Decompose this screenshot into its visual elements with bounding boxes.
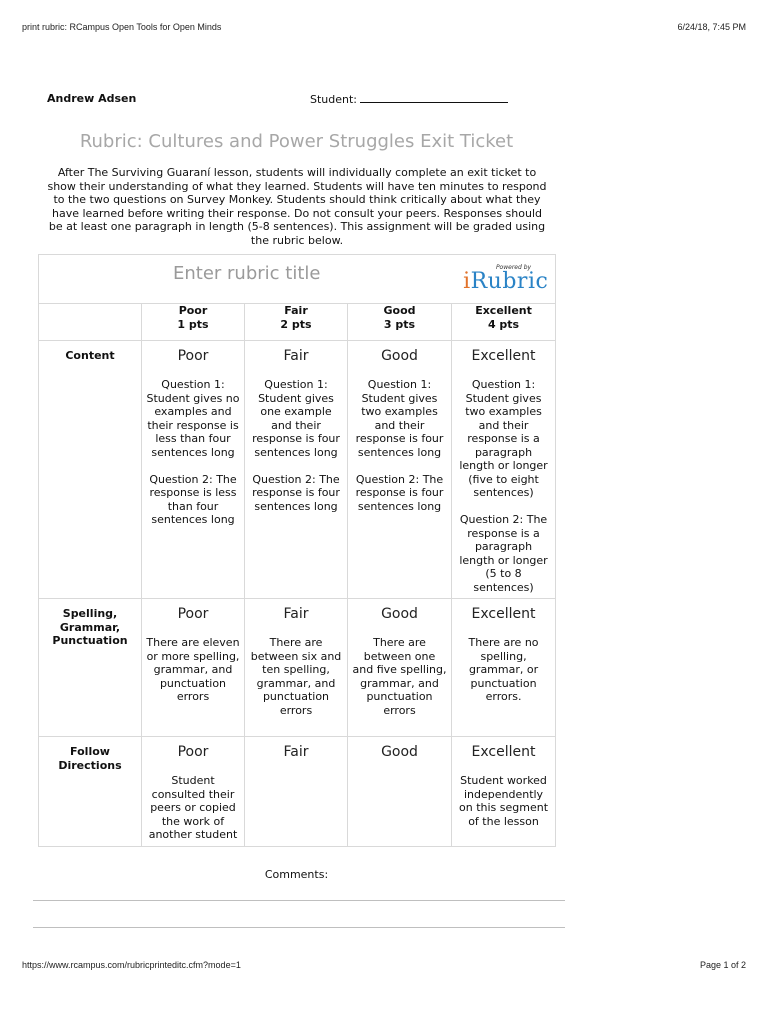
criterion-name: Follow Directions	[39, 737, 142, 847]
cell-description-2: Question 2: The response is four sentences long	[252, 472, 340, 513]
cell-description: There are between six and ten spelling, grammar, and punctuation errors	[250, 636, 342, 717]
cell-description: Student worked independently on this segment of the lesson	[459, 774, 549, 828]
student-blank-line	[360, 92, 508, 103]
author-name: Andrew Adsen	[47, 92, 137, 105]
rubric-cell	[452, 599, 556, 737]
print-page-title: print rubric: RCampus Open Tools for Open Minds	[22, 22, 222, 32]
rubric-title-row	[39, 255, 556, 304]
rubric-title: Enter rubric title	[173, 263, 321, 284]
irubric-i-letter: i	[463, 269, 471, 294]
rubric-cell	[142, 341, 245, 599]
cell-description-2: Question 2: The response is four sentences long	[355, 472, 444, 513]
level-header-row	[39, 304, 556, 341]
comment-line	[33, 900, 565, 901]
powered-by-text: Powered by	[495, 264, 532, 271]
cell-description: There are between one and five spelling, grammar, and punctuation errors	[352, 636, 447, 717]
level-header-excellent	[452, 304, 556, 341]
cell-level-title: Good	[381, 348, 418, 364]
rubric-table	[38, 254, 556, 847]
rubric-cell	[245, 341, 348, 599]
rubric-cell	[142, 599, 245, 737]
comment-line	[33, 927, 565, 928]
print-footer	[22, 960, 746, 970]
comments-label: Comments:	[264, 868, 329, 881]
rubric-title-cell	[39, 255, 556, 304]
irubric-logo	[463, 264, 549, 296]
cell-description: Question 1: Student gives no examples and their response is less than four sentences long	[146, 378, 240, 459]
cell-description: There are eleven or more spelling, grammar, and punctuation errors	[146, 636, 240, 703]
level-name: Fair	[284, 304, 308, 317]
criterion-row-spelling	[39, 599, 556, 737]
level-name: Good	[383, 304, 416, 317]
rubric-heading: Rubric: Cultures and Power Struggles Exit Ticket	[79, 131, 514, 152]
irubric-brand: iRubric	[463, 269, 549, 294]
level-header-good	[348, 304, 452, 341]
rubric-cell	[348, 737, 452, 847]
print-url: https://www.rcampus.com/rubricprinteditc.cfm?mode=1	[22, 960, 241, 970]
rubric-cell	[452, 737, 556, 847]
criterion-row-content	[39, 341, 556, 599]
rubric-cell	[348, 599, 452, 737]
level-pts: 2 pts	[280, 317, 312, 331]
print-datetime: 6/24/18, 7:45 PM	[677, 22, 746, 32]
level-pts: 4 pts	[487, 317, 520, 331]
print-header	[22, 22, 746, 32]
cell-description-2: Question 2: The response is a paragraph length or longer (5 to 8 sentences)	[459, 513, 548, 594]
cell-level-title: Fair	[283, 744, 309, 760]
cell-description-2: Question 2: The response is less than four sentences long	[149, 472, 237, 526]
student-field	[310, 92, 508, 106]
level-name: Poor	[178, 304, 208, 317]
cell-level-title: Excellent	[471, 348, 536, 364]
criterion-name: Spelling, Grammar, Punctuation	[39, 599, 142, 737]
rubric-cell	[452, 341, 556, 599]
cell-level-title: Poor	[177, 744, 209, 760]
criterion-row-directions	[39, 737, 556, 847]
level-header-poor	[142, 304, 245, 341]
level-header-fair	[245, 304, 348, 341]
cell-description: Student consulted their peers or copied the work of another student	[148, 774, 238, 841]
cell-level-title: Excellent	[471, 744, 536, 760]
cell-level-title: Excellent	[471, 606, 536, 622]
cell-description: Question 1: Student gives one example and their response is four sentences long	[252, 378, 340, 459]
level-name: Excellent	[475, 304, 532, 317]
rubric-cell	[245, 599, 348, 737]
level-pts: 3 pts	[383, 317, 416, 331]
student-label: Student:	[310, 93, 358, 106]
rubric-cell	[245, 737, 348, 847]
cell-description: There are no spelling, grammar, or punctuation errors.	[468, 636, 539, 703]
cell-level-title: Good	[381, 606, 418, 622]
rubric-cell	[142, 737, 245, 847]
level-pts: 1 pts	[177, 317, 209, 331]
cell-level-title: Fair	[283, 606, 309, 622]
cell-level-title: Fair	[283, 348, 309, 364]
rubric-description: After The Surviving Guaraní lesson, students will individually complete an exit ticket to show their understanding of what they learned. Students will have ten minutes to respond to the two questions on Survey Monkey. Students should think critically about what they have learned before writing their response. Do not consult your peers. Responses should be at least one paragraph in length (5-8 sentences). This assignment will be graded using the rubric below.	[47, 166, 547, 247]
cell-description: Question 1: Student gives two examples and their response is a paragraph length or longer (five to eight sentences)	[459, 378, 548, 499]
cell-level-title: Good	[381, 744, 418, 760]
cell-level-title: Poor	[177, 606, 209, 622]
cell-level-title: Poor	[177, 348, 209, 364]
cell-description: Question 1: Student gives two examples and their response is four sentences long	[355, 378, 444, 459]
corner-cell	[39, 304, 142, 341]
criterion-name: Content	[39, 341, 142, 599]
page-number: Page 1 of 2	[699, 960, 746, 970]
rubric-cell	[348, 341, 452, 599]
